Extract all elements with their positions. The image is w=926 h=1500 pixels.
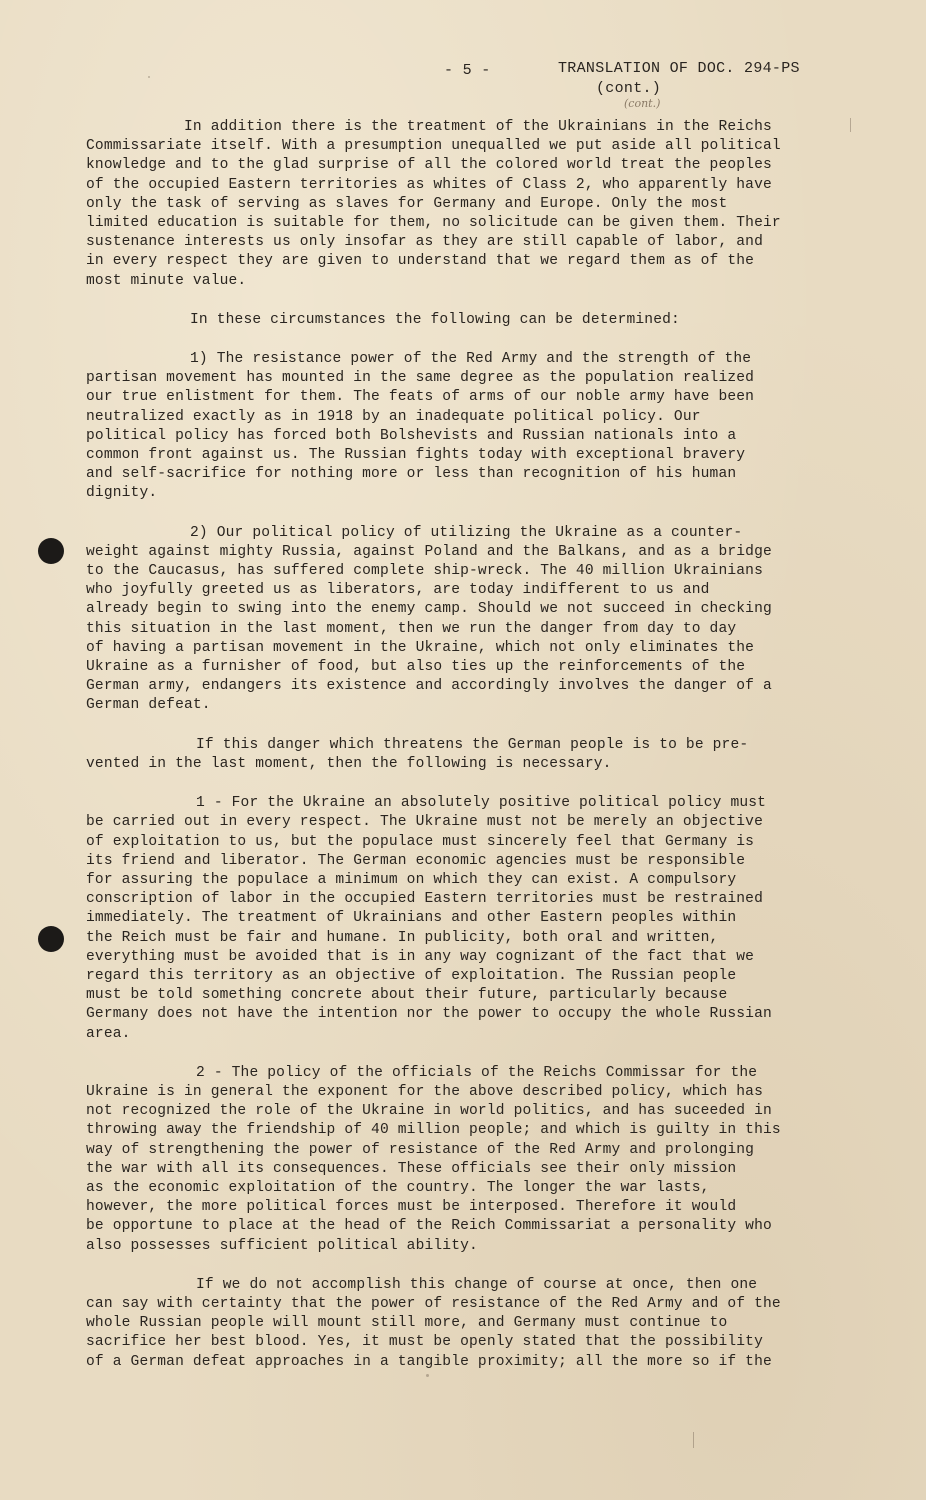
text-line: of the occupied Eastern territories as whites of Class 2, who apparently have <box>86 176 772 193</box>
text-line: partisan movement has mounted in the same degree as the population realized <box>86 370 755 387</box>
document-title: TRANSLATION OF DOC. 294-PS <box>558 60 800 77</box>
text-line: throwing away the friendship of 40 million people; and which is guilty in this <box>86 1122 781 1139</box>
text-line: Ukraine is in general the exponent for the above described policy, which has <box>86 1083 763 1100</box>
text-line: German army, endangers its existence and accordingly involves the danger of a <box>86 678 772 695</box>
text-line: the war with all its consequences. These officials see their only mission <box>86 1160 737 1177</box>
text-line: 2) Our political policy of utilizing the Ukraine as a counter- <box>190 524 743 541</box>
text-line: of having a partisan movement in the Ukraine, which not only eliminates the <box>86 639 755 656</box>
text-line: as the economic exploitation of the country. The longer the war lasts, <box>86 1179 710 1196</box>
punch-hole-icon <box>38 538 64 564</box>
paragraph-point-1 <box>86 350 846 504</box>
text-line: area. <box>86 1025 131 1042</box>
text-line: whole Russian people will mount still more, and Germany must continue to <box>86 1315 728 1332</box>
paper-speck <box>148 76 150 78</box>
text-line: If this danger which threatens the German people is to be pre- <box>196 736 749 753</box>
text-line: 1 - For the Ukraine an absolutely positive political policy must <box>196 795 767 812</box>
text-line: however, the more political forces must be interposed. Therefore it would <box>86 1199 737 1216</box>
text-line: must be told something concrete about their future, particularly because <box>86 987 728 1004</box>
text-line: dignity. <box>86 485 158 502</box>
text-line: and self-sacrifice for nothing more or less than recognition of his human <box>86 466 737 483</box>
document-body <box>86 118 846 1392</box>
punch-hole-icon <box>38 926 64 952</box>
paper-mark <box>850 118 851 132</box>
text-line: weight against mighty Russia, against Poland and the Balkans, and as a bridge <box>86 543 772 560</box>
paper-mark <box>693 1432 694 1448</box>
page-number: - 5 - <box>444 62 491 79</box>
text-line: most minute value. <box>86 272 247 289</box>
text-line: common front against us. The Russian fights today with exceptional bravery <box>86 447 746 464</box>
continued-label: (cont.) <box>596 80 662 97</box>
paragraph-danger <box>86 736 846 774</box>
text-line: not recognized the role of the Ukraine in world politics, and has suceeded in <box>86 1103 772 1120</box>
text-line: the Reich must be fair and humane. In publicity, both oral and written, <box>86 929 719 946</box>
text-line: who joyfully greeted us as liberators, are today indifferent to us and <box>86 582 710 599</box>
text-line: immediately. The treatment of Ukrainians and other Eastern peoples within <box>86 910 737 927</box>
text-line: for assuring the populace a minimum on which they can exist. A compulsory <box>86 871 737 888</box>
text-line: sustenance interests us only insofar as they are still capable of labor, and <box>86 234 763 251</box>
text-line: already begin to swing into the enemy camp. Should we not succeed in checking <box>86 601 772 618</box>
paragraph-change-of-course <box>86 1276 846 1372</box>
paragraph-treatment <box>86 118 846 291</box>
text-line: regard this territory as an objective of exploitation. The Russian people <box>86 967 737 984</box>
paragraph-necessity-2 <box>86 1064 846 1256</box>
text-line: everything must be avoided that is in any way cognizant of the fact that we <box>86 948 755 965</box>
text-line: of exploitation to us, but the populace must sincerely feel that Germany is <box>86 833 755 850</box>
text-line: Ukraine as a furnisher of food, but also ties up the reinforcements of the <box>86 659 746 676</box>
paragraph-necessity-1 <box>86 794 846 1044</box>
text-line: way of strengthening the power of resistance of the Red Army and prolonging <box>86 1141 755 1158</box>
text-line: sacrifice her best blood. Yes, it must be openly stated that the possibility <box>86 1334 763 1351</box>
text-line: to the Caucasus, has suffered complete ship-wreck. The 40 million Ukrainians <box>86 563 763 580</box>
text-line: in every respect they are given to understand that we regard them as of the <box>86 253 755 270</box>
text-line: 1) The resistance power of the Red Army and the strength of the <box>190 351 752 368</box>
text-line: limited education is suitable for them, no solicitude can be given them. Their <box>86 215 781 232</box>
text-line: Commissariate itself. With a presumption unequalled we put aside all political <box>86 138 781 155</box>
text-line: our true enlistment for them. The feats of arms of our noble army have been <box>86 389 755 406</box>
text-line: conscription of labor in the occupied Eastern territories must be restrained <box>86 891 763 908</box>
text-line: this situation in the last moment, then we run the danger from day to day <box>86 620 737 637</box>
text-line: vented in the last moment, then the following is necessary. <box>86 755 612 772</box>
paragraph-point-2 <box>86 524 846 716</box>
text-line: be carried out in every respect. The Ukraine must not be merely an objective <box>86 814 763 831</box>
text-line: Germany does not have the intention nor the power to occupy the whole Russian <box>86 1006 772 1023</box>
text-line: be opportune to place at the head of the Reich Commissariat a personality who <box>86 1218 772 1235</box>
text-line: German defeat. <box>86 697 211 714</box>
text-line: In addition there is the treatment of the Ukrainians in the Reichs <box>184 119 772 135</box>
text-line: can say with certainty that the power of resistance of the Red Army and of the <box>86 1295 781 1312</box>
text-line: political policy has forced both Bolshevists and Russian nationals into a <box>86 427 737 444</box>
paragraph-circumstances <box>86 311 846 330</box>
text-line: In these circumstances the following can be determined: <box>190 311 680 328</box>
text-line: also possesses sufficient political ability. <box>86 1237 478 1254</box>
text-line: neutralized exactly as in 1918 by an inadequate political policy. Our <box>86 408 701 425</box>
text-line: knowledge and to the glad surprise of all the colored world treat the peoples <box>86 157 772 174</box>
text-line: only the task of serving as slaves for Germany and Europe. Only the most <box>86 195 728 212</box>
text-line: If we do not accomplish this change of course at once, then one <box>196 1276 758 1293</box>
text-line: its friend and liberator. The German economic agencies must be responsible <box>86 852 746 869</box>
text-line: of a German defeat approaches in a tangible proximity; all the more so if the <box>86 1353 772 1370</box>
handwritten-note: (cont.) <box>624 97 661 110</box>
text-line: 2 - The policy of the officials of the Reichs Commissar for the <box>196 1064 758 1081</box>
